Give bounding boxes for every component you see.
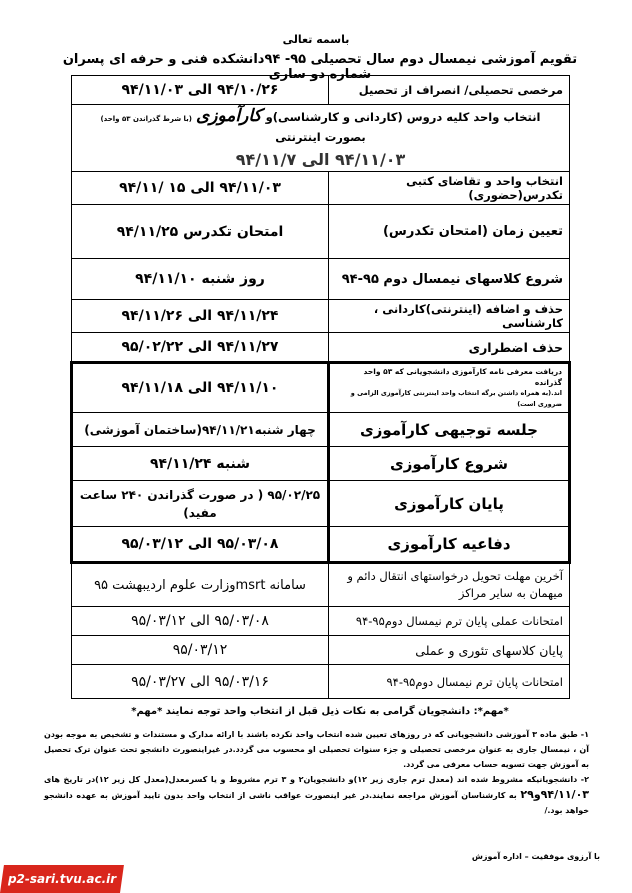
note-1: ۱- طبق ماده ۳ آموزشی دانشجویانی که در روزهای تعیین شده انتخاب واحد نکرده باشند با ارائه مدارک و مستندات و تشخیص به موجه بودن آن ، نیمسال جاری به عنوان مرخصی تحصیلی و جزء سنوات تحصیلی او محسوب می گردد.در غیراینصورت دانشجو تحت عنوان ترک تحصیل به آموزش جهت تسویه حساب معرفی می گردد. — [44, 730, 589, 769]
note-2-date: ۹۴/۱۱/۰۳و۲۹ — [520, 788, 589, 801]
closing-signature: با آرزوی موفقیت – اداره آموزش — [471, 852, 600, 861]
activity-cell: پایان کارآموزی — [329, 481, 570, 527]
notes-section — [44, 727, 589, 818]
table-row — [72, 665, 570, 699]
table-row — [72, 105, 570, 172]
activity-cell: حذف اضطراری — [329, 333, 570, 363]
page-title: تقویم آموزشی نیمسال دوم سال تحصیلی ۹۵- ۹۴دانشکده فنی و حرفه ای پسران شماره دو ساری — [62, 52, 578, 82]
watermark-text: p2-sari.tvu.ac.ir — [7, 872, 117, 886]
date-cell: ۹۴/۱۰/۲۶ الی ۹۴/۱۱/۰۳ — [72, 76, 329, 105]
table-row — [72, 76, 570, 105]
date-cell: چهار شنبه۹۴/۱۱/۲۱(ساختمان آموزشی) — [72, 413, 329, 447]
activity-cell: پایان کلاسهای تئوری و عملی — [329, 636, 570, 665]
table-row — [72, 300, 570, 333]
table-row — [72, 363, 570, 413]
date-cell: شنبه ۹۴/۱۱/۲۴ — [72, 447, 329, 481]
site-watermark — [0, 865, 124, 893]
table-row — [72, 527, 570, 563]
activity-cell: دفاعیه کارآموزی — [329, 527, 570, 563]
date-cell: ۹۵/۰۲/۲۵ ( در صورت گذراندن ۲۴۰ ساعت مفید) — [72, 481, 329, 527]
activity-line-1: دریافت معرفی نامه کارآموزی دانشجویانی که ۵۳ واحد گذرانده — [363, 367, 562, 387]
table-row — [72, 413, 570, 447]
date-cell: ۹۵/۰۳/۱۲ — [72, 636, 329, 665]
course-selection-cell — [72, 105, 570, 172]
table-row — [72, 333, 570, 363]
prerequisite-note: (با شرط گذراندن ۵۳ واحد) — [100, 115, 192, 123]
date-cell: ۹۵/۰۳/۰۸ الی ۹۵/۰۳/۱۲ — [72, 607, 329, 636]
date-cell: روز شنبه ۹۴/۱۱/۱۰ — [72, 259, 329, 300]
date-cell: ۹۴/۱۱/۱۰ الی ۹۴/۱۱/۱۸ — [72, 363, 329, 413]
table-row — [72, 481, 570, 527]
activity-cell: امتحانات پایان ترم نیمسال دوم۹۵-۹۴ — [329, 665, 570, 699]
activity-cell: امتحانات عملی پایان ترم نیمسال دوم۹۵-۹۴ — [329, 607, 570, 636]
table-row — [72, 607, 570, 636]
activity-cell: جلسه توجیهی کارآموزی — [329, 413, 570, 447]
activity-cell: حذف و اضافه (اینترنتی)کاردانی ، کارشناسی — [329, 300, 570, 333]
table-row — [72, 563, 570, 607]
selection-text-part1: انتخاب واحد کلیه دروس (کاردانی و کارشناسی)و — [265, 110, 541, 124]
note-2-part-2: به کارشناسان آموزش مراجعه نمایند.در غیر اینصورت عواقب ناشی از انتخاب واحد بدون تایید آموزش به عهده دانشجو خواهد بود./ — [44, 791, 589, 815]
date-cell: ۹۴/۱۱/۰۳ الی ۱۵ /۹۴/۱۱ — [72, 172, 329, 205]
important-notice: *مهم*: دانشجویان گرامی به نکات ذیل قبل از انتخاب واحد توجه نمایند *مهم* — [131, 706, 509, 717]
activity-cell: شروع کارآموزی — [329, 447, 570, 481]
internship-label: کارآموزی — [196, 106, 262, 126]
table-row — [72, 636, 570, 665]
activity-cell — [329, 363, 570, 413]
activity-cell: آخرین مهلت تحویل درخواستهای انتقال دائم و میهمان به سایر مراکز — [329, 563, 570, 607]
activity-cell: مرخصی تحصیلی/ انصراف از تحصیل — [329, 76, 570, 105]
table-row — [72, 172, 570, 205]
table-row — [72, 259, 570, 300]
date-cell: ۹۵/۰۳/۱۶ الی ۹۵/۰۳/۲۷ — [72, 665, 329, 699]
activity-cell: تعیین زمان (امتحان تکدرس) — [329, 205, 570, 259]
basmala: باسمه تعالی — [282, 33, 350, 46]
date-cell: ۹۵/۰۳/۰۸ الی ۹۵/۰۳/۱۲ — [72, 527, 329, 563]
note-2 — [44, 772, 589, 818]
date-cell: ۹۴/۱۱/۲۴ الی ۹۴/۱۱/۲۶ — [72, 300, 329, 333]
course-selection-date: ۹۴/۱۱/۰۳ الی ۹۴/۱۱/۷ — [235, 150, 406, 169]
date-cell: سامانه msrtوزارت علوم اردیبهشت ۹۵ — [72, 563, 329, 607]
selection-text-part2: بصورت اینترنتی — [275, 130, 366, 144]
date-cell: ۹۴/۱۱/۲۷ الی ۹۵/۰۲/۲۲ — [72, 333, 329, 363]
activity-line-2: اند.(به همراه داشتن برگه انتخاب واحد اینترنتی کارآموزی الزامی و ضروری است) — [350, 389, 562, 408]
date-cell: امتحان تکدرس ۹۴/۱۱/۲۵ — [72, 205, 329, 259]
schedule-table — [70, 75, 571, 699]
table-row — [72, 205, 570, 259]
course-selection-text — [78, 107, 563, 146]
note-2-part-1: ۲- دانشجویانیکه مشروط شده اند (معدل ترم جاری زیر ۱۲)و دانشجویان۲ و ۳ ترم مشروط و یا کسرمعدل(معدل کل زیر ۱۲)در تاریخ های — [44, 775, 590, 784]
activity-cell: شروع کلاسهای نیمسال دوم ۹۵-۹۴ — [329, 259, 570, 300]
table-row — [72, 447, 570, 481]
activity-cell: انتخاب واحد و تقاضای کتبی تکدرس(حضوری) — [329, 172, 570, 205]
